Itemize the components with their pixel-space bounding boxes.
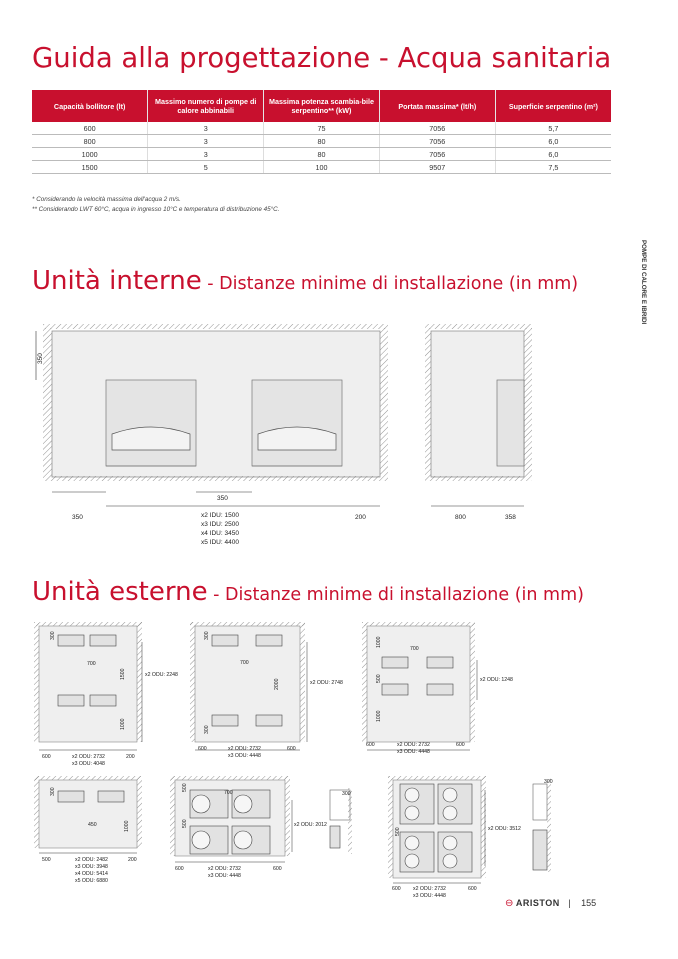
outdoor-diagram-3 — [362, 622, 513, 755]
dim-label: 600 — [456, 742, 465, 748]
section-subtitle: - Distanze minime di installazione (in mm) — [201, 274, 579, 294]
side-tab-label: POMPE DI CALORE E IBRIDI — [640, 240, 648, 325]
dim-label: x2 ODU: 2732 — [208, 866, 241, 872]
outdoor-diagram-2 — [190, 622, 343, 759]
outdoor-diagram-1 — [34, 622, 178, 767]
table-cell: 800 — [32, 135, 148, 148]
dim-label: x3 ODU: 4448 — [228, 753, 261, 759]
dim-label: 600 — [198, 746, 207, 752]
col-header-max-power: Massima potenza scambia-bile serpentino** (kW) — [264, 90, 380, 122]
dim-label: x2 ODU: 1248 — [480, 677, 513, 683]
dim-label: 700 — [87, 661, 96, 667]
dim-label: x2 ODU: 2248 — [145, 672, 178, 678]
section-title-text: Unità interne — [32, 266, 202, 296]
brand-name: ARISTON — [515, 898, 560, 908]
table-cell: 3 — [148, 122, 264, 135]
dim-label: 1500 — [120, 668, 126, 680]
section-subtitle: - Distanze minime di installazione (in mm) — [207, 585, 584, 605]
table-cell: 75 — [264, 122, 380, 135]
dim-right-clearance: 200 — [355, 514, 366, 521]
dim-label: 600 — [366, 742, 375, 748]
footnote-temperature: ** Considerando LWT 60°C, acqua in ingresso 10°C e temperatura di distribuzione 45°C. — [32, 206, 280, 213]
table-cell: 7056 — [379, 135, 495, 148]
dim-label: 300 — [50, 631, 56, 640]
table-cell: 1000 — [32, 148, 148, 161]
dim-label: x2 ODU: 2012 — [294, 822, 327, 828]
dim-label: 2000 — [274, 678, 280, 690]
dim-between-units: 350 — [217, 495, 228, 502]
table-cell: 5,7 — [495, 122, 611, 135]
outdoor-diagram-4 — [34, 776, 142, 884]
footer-separator: | — [568, 898, 571, 908]
idu-width-4: x4 IDU: 3450 — [201, 530, 239, 537]
dim-label: x2 ODU: 2732 — [413, 886, 446, 892]
indoor-unit-right — [252, 380, 342, 466]
dim-label: 300 — [342, 791, 351, 797]
dim-left-clearance: 350 — [72, 514, 83, 521]
dim-side-clearance: 358 — [505, 514, 516, 521]
outdoor-diagram-6 — [388, 776, 553, 899]
dim-label: 500 — [42, 857, 51, 863]
page-footer — [505, 898, 596, 909]
dim-label: 450 — [88, 822, 97, 828]
section-title-text: Unità esterne — [32, 577, 208, 607]
dim-label: 300 — [204, 631, 210, 640]
dim-label: 300 — [204, 725, 210, 734]
col-header-coil-surface: Superficie serpentino (m²) — [495, 90, 611, 122]
dim-label: x4 ODU: 5414 — [75, 871, 108, 877]
idu-width-2: x2 IDU: 1500 — [201, 512, 239, 519]
table-cell: 100 — [264, 161, 380, 174]
table-cell: 7056 — [379, 148, 495, 161]
dim-label: 600 — [392, 886, 401, 892]
dim-label: 700 — [224, 790, 233, 796]
dim-label: x3 ODU: 4048 — [72, 761, 105, 767]
dim-label: 500 — [395, 827, 401, 836]
indoor-front-diagram — [36, 324, 388, 546]
dim-label: 200 — [128, 857, 137, 863]
dim-front-depth: 800 — [455, 514, 466, 521]
dim-label: 300 — [544, 779, 553, 785]
dim-label: x5 ODU: 6880 — [75, 878, 108, 884]
dim-label: 1000 — [124, 820, 130, 832]
dim-label: x3 ODU: 4448 — [208, 873, 241, 879]
dim-label: 500 — [376, 674, 382, 683]
ariston-logo-icon: ⊖ — [505, 898, 514, 909]
dim-label: 300 — [50, 787, 56, 796]
idu-width-3: x3 IDU: 2500 — [201, 521, 239, 528]
table-cell: 1500 — [32, 161, 148, 174]
dim-label: 200 — [126, 754, 135, 760]
table-cell: 3 — [148, 148, 264, 161]
footnote-velocity: * Considerando la velocità massima dell'acqua 2 m/s. — [32, 196, 181, 203]
table-cell: 7,5 — [495, 161, 611, 174]
dim-label: 700 — [410, 646, 419, 652]
dim-label: x2 ODU: 2482 — [75, 857, 108, 863]
dim-label: 600 — [175, 866, 184, 872]
table-cell: 6,0 — [495, 148, 611, 161]
table-cell: 600 — [32, 122, 148, 135]
outdoor-diagram-5 — [170, 776, 352, 879]
page-title: Guida alla progettazione - Acqua sanitaria — [32, 42, 612, 74]
dim-top-clearance: 350 — [37, 353, 44, 364]
indoor-side-diagram — [425, 324, 532, 521]
dim-label: 600 — [273, 866, 282, 872]
col-header-max-flow: Portata massima* (lt/h) — [379, 90, 495, 122]
dim-label: 700 — [240, 660, 249, 666]
dim-label: x2 ODU: 2748 — [310, 680, 343, 686]
dim-label: x2 ODU: 2732 — [228, 746, 261, 752]
dim-label: x2 ODU: 2732 — [72, 754, 105, 760]
dim-label: 1000 — [376, 636, 382, 648]
page-number: 155 — [581, 898, 597, 908]
col-header-capacity: Capacità bollitore (lt) — [32, 90, 148, 122]
dim-label: x2 ODU: 3512 — [488, 826, 521, 832]
dim-label: 500 — [182, 819, 188, 828]
dim-label: 600 — [287, 746, 296, 752]
table-cell: 5 — [148, 161, 264, 174]
table-cell: 80 — [264, 135, 380, 148]
dim-label: 1000 — [120, 718, 126, 730]
table-cell: 80 — [264, 148, 380, 161]
idu-width-5: x5 IDU: 4400 — [201, 539, 239, 546]
dim-label: 600 — [42, 754, 51, 760]
table-cell: 7056 — [379, 122, 495, 135]
table-cell: 6,0 — [495, 135, 611, 148]
dim-label: 600 — [468, 886, 477, 892]
dim-label: x2 ODU: 2732 — [397, 742, 430, 748]
table-cell: 9507 — [379, 161, 495, 174]
dim-label: 1000 — [376, 710, 382, 722]
dim-label: x3 ODU: 3948 — [75, 864, 108, 870]
col-header-max-pumps: Massimo numero di pompe di calore abbinabili — [148, 90, 264, 122]
dim-label: 500 — [182, 783, 188, 792]
dim-label: x3 ODU: 4448 — [413, 893, 446, 899]
indoor-unit-left — [106, 380, 196, 466]
dim-label: x3 ODU: 4448 — [397, 749, 430, 755]
table-cell: 3 — [148, 135, 264, 148]
